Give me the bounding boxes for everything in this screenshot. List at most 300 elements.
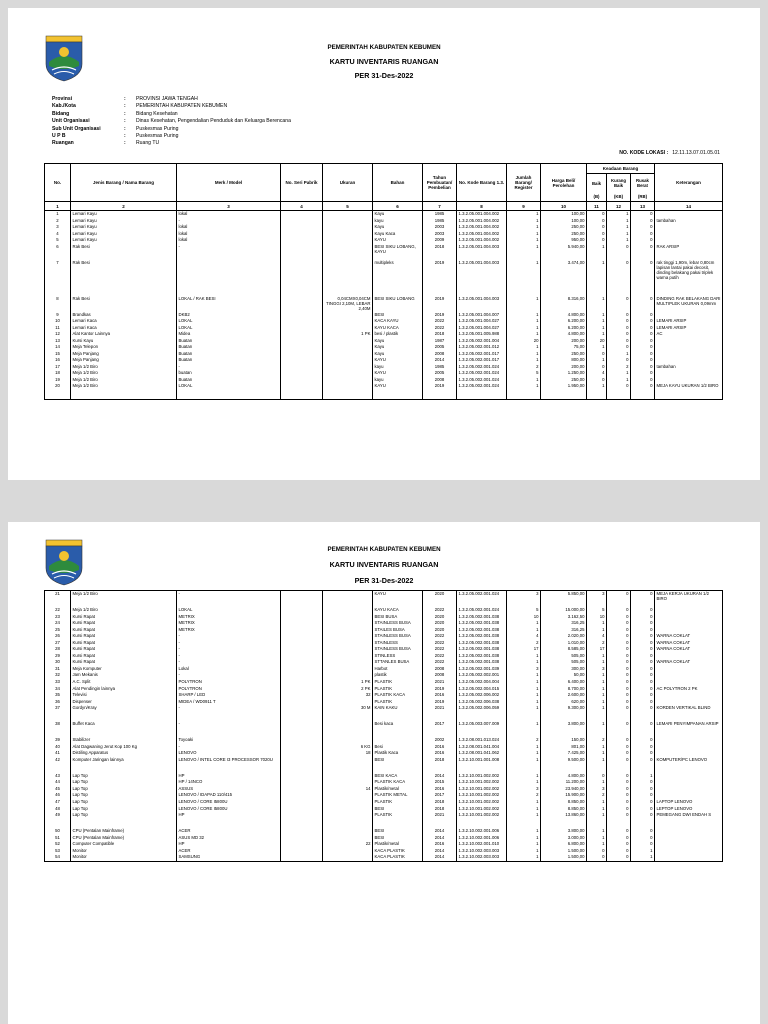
table-cell: BESI	[373, 757, 423, 773]
table-cell: 3	[507, 666, 541, 673]
table-cell	[281, 211, 323, 218]
table-cell: Komputer Jaringan lainnya	[71, 757, 177, 773]
table-cell: 2018	[423, 331, 457, 338]
table-cell: 0	[607, 260, 631, 296]
table-cell: 0	[607, 244, 631, 260]
table-cell: 34	[45, 686, 71, 693]
table-cell: PLASTIK	[373, 812, 423, 828]
table-cell: 1	[607, 211, 631, 218]
table-cell: 9	[45, 312, 71, 319]
table-cell: 1	[587, 699, 607, 706]
table-cell: 1.3.2.08.001.013.024	[457, 737, 507, 744]
table-cell: 3.800,00	[541, 721, 587, 737]
table-cell: 30	[45, 659, 71, 666]
table-cell	[281, 383, 323, 400]
table-cell: 6.200,00	[541, 325, 587, 332]
table-cell: kayu	[373, 218, 423, 225]
table-cell: 1.3.2.10.002.003.003	[457, 854, 507, 861]
table-cell: 2	[607, 364, 631, 371]
table-cell: ASSUS	[177, 786, 281, 793]
table-cell: 0	[607, 318, 631, 325]
table-cell: 0	[607, 773, 631, 780]
table-cell: 950,00	[541, 237, 587, 244]
table-cell: 0	[631, 237, 655, 244]
table-cell: 0	[587, 211, 607, 218]
table-cell: -	[177, 633, 281, 640]
table-cell: -	[177, 659, 281, 666]
col-number: 14	[655, 202, 723, 211]
table-cell: 0	[607, 357, 631, 364]
table-cell: LOKAL	[177, 383, 281, 400]
table-cell: Lemari Kayu	[71, 237, 177, 244]
table-cell: POLYTRON	[177, 679, 281, 686]
table-cell: 5.850,00	[541, 591, 587, 608]
table-cell: 29	[45, 653, 71, 660]
location-code-label: NO. KODE LOKASI :	[619, 150, 669, 156]
table-cell: 1.3.2.05.001.004.027	[457, 318, 507, 325]
table-cell: 0	[631, 312, 655, 319]
table-cell: 0	[631, 744, 655, 751]
table-cell: METRIX	[177, 620, 281, 627]
table-cell: Rak Besi	[71, 244, 177, 260]
table-cell: 3.474,00	[541, 260, 587, 296]
table-cell: 1	[507, 799, 541, 806]
table-cell: 1	[507, 312, 541, 319]
table-cell: 1.3.2.05.002.001.024	[457, 364, 507, 371]
table-cell: Rak Besi	[71, 296, 177, 312]
table-cell: 1.950,00	[541, 383, 587, 400]
table-cell: Meja 1/2 Biro	[71, 377, 177, 384]
table-cell: HP	[177, 841, 281, 848]
table-cell: METRIX	[177, 614, 281, 621]
table-cell: Kursi Rapat	[71, 620, 177, 627]
table-cell: 1.3.2.10.002.001.006	[457, 828, 507, 835]
table-cell: 35	[45, 692, 71, 699]
table-cell: Lap Top	[71, 812, 177, 828]
table-cell: Kursi Rapat	[71, 659, 177, 666]
table-cell	[323, 757, 373, 773]
table-row	[45, 854, 723, 861]
table-cell: Kayu Kaca	[373, 231, 423, 238]
table-cell: 2008	[423, 351, 457, 358]
table-cell: BESI	[373, 312, 423, 319]
col-header: Harga Beli/ Perolehan	[541, 164, 587, 202]
col-number: 5	[323, 202, 373, 211]
inventory-table	[44, 163, 723, 400]
table-cell: 1	[631, 848, 655, 855]
table-row	[45, 591, 723, 608]
table-cell: KACA KAYU	[373, 318, 423, 325]
table-cell: 0	[607, 699, 631, 706]
table-cell: WARNA COKLAT	[655, 659, 723, 666]
table-cell: AC	[655, 331, 723, 338]
table-cell: Meja Komputer	[71, 666, 177, 673]
table-cell: Kursi Kayu	[71, 338, 177, 345]
table-cell: Buatan	[177, 338, 281, 345]
table-cell: 0	[631, 828, 655, 835]
table-cell: Distiling Apparatus	[71, 750, 177, 757]
table-cell: 0	[587, 237, 607, 244]
table-cell: 22	[323, 841, 373, 848]
table-cell: -	[177, 591, 281, 608]
table-cell: 2017	[423, 721, 457, 737]
table-cell: 1	[507, 218, 541, 225]
table-cell: Meja Panjang	[71, 351, 177, 358]
col-number: 13	[631, 202, 655, 211]
col-number: 12	[607, 202, 631, 211]
table-cell: 0	[607, 692, 631, 699]
table-cell: 1.3.2.05.002.006.002	[457, 692, 507, 699]
table-cell: 0	[631, 591, 655, 608]
table-cell: 1	[587, 312, 607, 319]
table-cell: 1.3.2.10.001.002.002	[457, 786, 507, 793]
table-cell: 0	[631, 218, 655, 225]
table-cell: 1.3.2.05.002.001.038	[457, 640, 507, 647]
table-cell: PLASTIK KACA	[373, 779, 423, 786]
table-cell: -	[177, 646, 281, 653]
table-cell: 5	[507, 607, 541, 614]
table-cell: Kursi Rapat	[71, 640, 177, 647]
table-cell: 2005	[423, 370, 457, 377]
table-cell: 2016	[423, 841, 457, 848]
table-cell: 801,00	[541, 744, 587, 751]
table-cell: Meja 1/2 Biro	[71, 370, 177, 377]
header-government: PEMERINTAH KABUPATEN KEBUMEN	[327, 44, 441, 51]
table-cell: 0	[607, 799, 631, 806]
table-cell: 1	[631, 773, 655, 780]
table-cell: KAYU KACA	[373, 325, 423, 332]
table-cell: 2	[507, 364, 541, 371]
table-cell: 1.3.2.10.002.001.006	[457, 835, 507, 842]
table-cell: 1.3.2.05.001.004.003	[457, 260, 507, 296]
table-cell: LOKAL	[177, 607, 281, 614]
table-cell: 1	[507, 224, 541, 231]
table-cell: LENOVO / IDAPAD 110/415	[177, 792, 281, 799]
col-header: Kurang Baik	[607, 174, 631, 193]
table-cell: 2019	[423, 699, 457, 706]
table-cell: 2	[587, 737, 607, 744]
col-number: 9	[507, 202, 541, 211]
table-cell: 1	[587, 318, 607, 325]
header-date: PER 31-Des-2022	[354, 71, 414, 80]
table-cell: 1	[507, 854, 541, 861]
table-cell: 0	[587, 377, 607, 384]
table-cell: 2014	[423, 357, 457, 364]
table-cell: 0	[607, 296, 631, 312]
col-header: Bahan	[373, 164, 423, 202]
table-cell	[281, 757, 323, 773]
table-cell: 1	[507, 705, 541, 721]
table-cell: 25	[45, 627, 71, 634]
table-cell: 1.3.2.05.002.001.039	[457, 666, 507, 673]
table-cell: Buatan	[177, 351, 281, 358]
table-cell: 1.3.2.05.002.006.038	[457, 699, 507, 706]
header-government: PEMERINTAH KABUPATEN KEBUMEN	[327, 546, 441, 553]
table-cell: 53	[45, 848, 71, 855]
info-label: Provinsi	[52, 96, 73, 102]
table-cell: 1	[587, 841, 607, 848]
table-cell: 0	[631, 344, 655, 351]
info-value: PROVINSI JAWA TENGAH	[136, 96, 198, 102]
table-cell: 37	[45, 705, 71, 721]
table-cell: 50	[45, 828, 71, 835]
table-cell: 1.3.2.05.002.001.024	[457, 383, 507, 400]
table-cell: STTANLES BUSA	[373, 659, 423, 666]
table-cell: 7.425,00	[541, 750, 587, 757]
table-cell: Lemari Kayu	[71, 218, 177, 225]
table-cell: 2002	[423, 737, 457, 744]
table-cell: Meja Panjang	[71, 357, 177, 364]
table-cell: 1	[607, 237, 631, 244]
table-cell: 2	[587, 640, 607, 647]
table-cell: 1	[507, 357, 541, 364]
table-cell: 1	[587, 679, 607, 686]
table-cell: 5	[587, 607, 607, 614]
table-cell: 0	[631, 351, 655, 358]
table-cell: 1	[607, 377, 631, 384]
table-cell: 1.3.2.05.002.001.038	[457, 659, 507, 666]
table-cell: 0	[631, 383, 655, 400]
table-cell: STAINLESS BUSA	[373, 633, 423, 640]
info-value: Puskesmas Puring	[136, 133, 179, 140]
info-value: Puskesmas Puring	[136, 125, 179, 132]
table-cell: Besi kaca	[373, 721, 423, 737]
table-cell: 1.3.2.10.001.002.002	[457, 806, 507, 813]
table-cell: Midea	[177, 331, 281, 338]
table-cell: 1	[507, 296, 541, 312]
table-cell: 0	[631, 750, 655, 757]
table-cell: 8.850,00	[541, 806, 587, 813]
col-header: Baik	[587, 174, 607, 193]
col-number: 3	[177, 202, 281, 211]
table-cell: Meja 1/2 Biro	[71, 607, 177, 614]
table-cell: 316,25	[541, 620, 587, 627]
table-cell: 0	[631, 806, 655, 813]
table-cell: 2021	[423, 705, 457, 721]
table-cell: 2.600,00	[541, 692, 587, 699]
table-cell: 1	[507, 699, 541, 706]
table-cell: Televisi	[71, 692, 177, 699]
table-cell: KAYU	[373, 370, 423, 377]
table-cell: 2	[587, 792, 607, 799]
location-code-value: 12.11.13.07.01.05.01	[672, 150, 720, 156]
table-cell: 1	[607, 224, 631, 231]
table-cell: 1.3.2.05.001.004.002	[457, 211, 507, 218]
table-cell: 1	[587, 779, 607, 786]
table-row	[45, 705, 723, 721]
table-cell: 1	[507, 211, 541, 218]
info-value: Dinas Kesehatan, Pengendalian Penduduk dan Keluarga Berencana	[136, 118, 291, 125]
table-cell: 2019	[423, 686, 457, 693]
table-cell: 0	[631, 686, 655, 693]
table-cell: Kursi Rapat	[71, 627, 177, 634]
col-header: (KB)	[607, 192, 631, 202]
table-cell: 0	[587, 218, 607, 225]
table-cell: 2019	[423, 383, 457, 400]
col-header: (RB)	[631, 192, 655, 202]
table-cell: 54	[45, 854, 71, 861]
table-cell: 1	[507, 344, 541, 351]
table-cell: Plastik/metal	[373, 786, 423, 793]
table-cell: 0	[631, 224, 655, 231]
col-header: (B)	[587, 192, 607, 202]
table-cell	[323, 260, 373, 296]
table-cell: 30 M	[323, 705, 373, 721]
table-cell: Besi	[373, 744, 423, 751]
table-cell: 0	[607, 331, 631, 338]
table-cell: 0	[631, 260, 655, 296]
table-cell: MEJA KAYU UKURAN 1/2 BIRO	[655, 383, 723, 400]
table-cell: 1.3.2.10.001.002.002	[457, 792, 507, 799]
table-cell: Meja 1/2 Biro	[71, 591, 177, 608]
table-cell: 2008	[423, 377, 457, 384]
table-cell: 0	[631, 792, 655, 799]
table-cell: 0	[631, 699, 655, 706]
table-cell: 2017	[423, 792, 457, 799]
table-cell: -	[177, 244, 281, 260]
table-cell: 1985	[423, 218, 457, 225]
table-cell: 0	[607, 659, 631, 666]
table-cell: 1	[507, 750, 541, 757]
table-cell: 0	[607, 679, 631, 686]
table-cell: -	[177, 653, 281, 660]
table-cell: 26	[45, 633, 71, 640]
table-cell: ASUS MD 32	[177, 835, 281, 842]
table-cell: KACA PLASTIK	[373, 848, 423, 855]
table-cell: BESI KACA	[373, 773, 423, 780]
table-cell: 0	[631, 705, 655, 721]
col-number: 4	[281, 202, 323, 211]
table-cell: 0	[607, 757, 631, 773]
table-cell: KAYU	[373, 357, 423, 364]
table-cell: 1	[507, 848, 541, 855]
table-cell: 1	[587, 806, 607, 813]
table-cell: KAIN KAKU	[373, 705, 423, 721]
table-cell: 4.800,00	[541, 312, 587, 319]
table-cell: 23.940,00	[541, 786, 587, 793]
table-cell: 6	[45, 244, 71, 260]
table-cell: 0	[607, 828, 631, 835]
table-cell	[177, 260, 281, 296]
table-cell: 46	[45, 792, 71, 799]
table-cell	[281, 854, 323, 861]
table-cell: 3	[587, 666, 607, 673]
table-cell: 2014	[423, 854, 457, 861]
table-cell: 0	[607, 627, 631, 634]
table-cell: Lemari Kaca	[71, 325, 177, 332]
table-cell: 2016	[423, 750, 457, 757]
table-cell: Alat Kantor Lainnya	[71, 331, 177, 338]
table-cell: 1.3.2.05.002.001.038	[457, 614, 507, 621]
table-cell: multipleks	[373, 260, 423, 296]
table-cell: Kayu	[373, 211, 423, 218]
table-cell: 0	[607, 686, 631, 693]
table-cell: lokal	[177, 231, 281, 238]
table-cell: 1	[507, 377, 541, 384]
table-cell: 4.800,00	[541, 773, 587, 780]
table-cell: 2	[507, 792, 541, 799]
table-cell: Lemari Kaca	[71, 318, 177, 325]
table-cell: lokal	[177, 237, 281, 244]
table-cell: 1	[507, 835, 541, 842]
table-cell: 1.3.2.05.001.004.003	[457, 244, 507, 260]
table-cell: 4	[587, 633, 607, 640]
col-header: Jenis Barang / Nama Barang	[71, 164, 177, 202]
table-cell: 150,00	[541, 737, 587, 744]
table-cell: 11	[45, 325, 71, 332]
table-cell: STAILES BUSA	[373, 627, 423, 634]
table-cell: BESI BUSA	[373, 614, 423, 621]
table-cell: Plastik/metal	[373, 841, 423, 848]
table-cell: 20	[587, 338, 607, 345]
info-label: Sub Unit Organisasi	[52, 125, 101, 132]
table-cell: 0	[607, 620, 631, 627]
table-cell: tambahan	[655, 364, 723, 371]
table-cell: -	[177, 364, 281, 371]
table-cell: 3.000,00	[541, 835, 587, 842]
table-cell: KAYU	[373, 383, 423, 400]
table-cell: 1.3.2.05.002.001.017	[457, 357, 507, 364]
table-cell: 1	[507, 779, 541, 786]
table-cell: 16	[45, 357, 71, 364]
table-cell: 14	[45, 344, 71, 351]
table-cell: -	[177, 218, 281, 225]
table-cell: 2022	[423, 653, 457, 660]
table-cell: 0	[631, 640, 655, 647]
table-cell: 15	[45, 351, 71, 358]
table-cell: 12	[45, 331, 71, 338]
table-cell: 1	[507, 672, 541, 679]
table-cell: plastik	[373, 672, 423, 679]
table-cell: 250,00	[541, 377, 587, 384]
table-cell: WARNA COKLAT	[655, 633, 723, 640]
table-cell: 0	[631, 627, 655, 634]
table-cell: 0	[607, 737, 631, 744]
table-cell: -	[177, 672, 281, 679]
table-cell: 1.3.2.10.001.002.002	[457, 812, 507, 828]
table-cell: RAK ARSIP	[655, 244, 723, 260]
col-header: Jumlah Barang/ Register	[507, 164, 541, 202]
header-date: PER 31-Des-2022	[354, 576, 414, 585]
table-cell: LENOVO / CORE I5800U	[177, 799, 281, 806]
table-cell: 3	[507, 786, 541, 793]
table-cell: 41	[45, 750, 71, 757]
table-cell: 0	[631, 331, 655, 338]
table-row	[45, 383, 723, 400]
table-cell: 2014	[423, 828, 457, 835]
table-cell: 2019	[423, 260, 457, 296]
table-cell: Buatan	[177, 377, 281, 384]
table-cell: Computer Compatible	[71, 841, 177, 848]
table-cell: 3.800,00	[541, 828, 587, 835]
table-cell: DINDING RAK BELAKANG DARI MULTIPLEK UKURAN 0,09mm	[655, 296, 723, 312]
table-cell: 250,00	[541, 351, 587, 358]
table-cell: 1.3.2.05.003.007.009	[457, 721, 507, 737]
table-cell: 0	[631, 607, 655, 614]
table-cell: LOKAL	[177, 318, 281, 325]
table-cell: 40	[45, 744, 71, 751]
table-cell: LEPTOP LENOVO	[655, 806, 723, 813]
table-cell: 1	[587, 835, 607, 842]
table-cell: 1985	[423, 211, 457, 218]
table-cell: SHARP / LED	[177, 692, 281, 699]
table-cell: 0	[607, 812, 631, 828]
table-cell: Meja Telepon	[71, 344, 177, 351]
table-cell: 1	[507, 659, 541, 666]
table-cell: 0	[607, 383, 631, 400]
table-cell: 0	[607, 640, 631, 647]
table-cell: 2	[45, 218, 71, 225]
